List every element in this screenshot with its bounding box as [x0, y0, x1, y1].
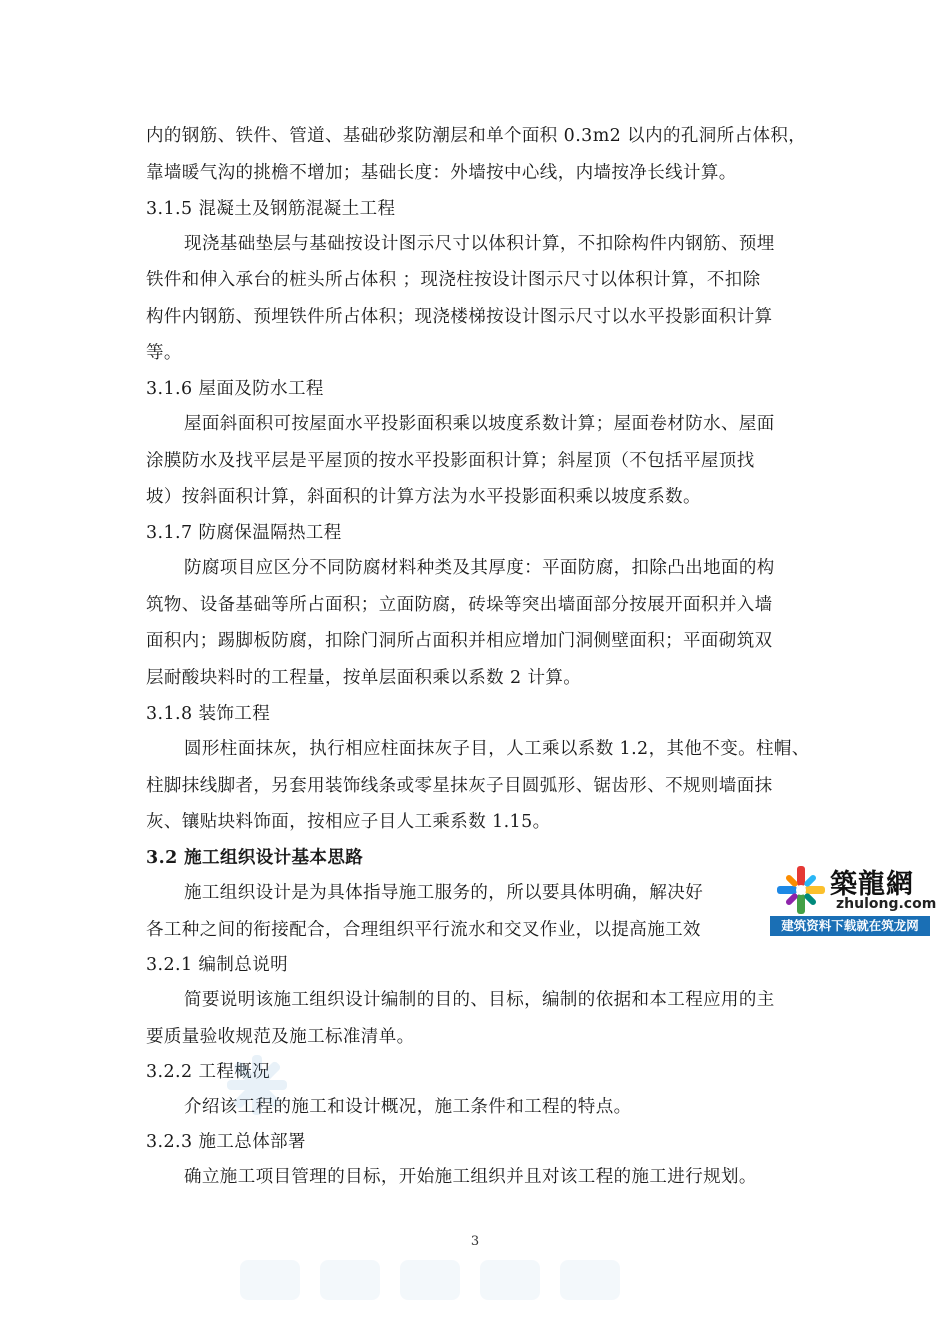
body-text-line: 等。	[146, 343, 182, 363]
body-text-line: 确立施工项目管理的目标，开始施工组织并且对该工程的施工进行规划。	[184, 1167, 757, 1187]
body-text-line: 圆形柱面抹灰，执行相应柱面抹灰子目，人工乘以系数 1.2，其他不变。柱帽、	[184, 739, 810, 759]
logo-slogan: 建筑资料下载就在筑龙网	[770, 916, 930, 936]
body-text-line: 坡）按斜面积计算，斜面积的计算方法为水平投影面积乘以坡度系数。	[146, 487, 701, 507]
section-heading: 3.1.7 防腐保温隔热工程	[146, 523, 342, 543]
section-heading: 3.1.5 混凝土及钢筋混凝土工程	[146, 199, 396, 219]
section-heading: 3.2.1 编制总说明	[146, 955, 288, 975]
body-text-line: 靠墙暖气沟的挑檐不增加；基础长度：外墙按中心线，内墙按净长线计算。	[146, 163, 737, 183]
body-text-line: 灰、镶贴块料饰面，按相应子目人工乘系数 1.15。	[146, 812, 551, 832]
body-text-line: 要质量验收规范及施工标准清单。	[146, 1027, 415, 1047]
body-text-line: 现浇基础垫层与基础按设计图示尺寸以体积计算，不扣除构件内钢筋、预埋	[184, 234, 775, 254]
body-text-line: 柱脚抹线脚者，另套用装饰线条或零星抹灰子目圆弧形、锯齿形、不规则墙面抹	[146, 776, 773, 796]
body-text-line: 涂膜防水及找平层是平屋顶的按水平投影面积计算；斜屋顶（不包括平屋顶找	[146, 451, 755, 471]
section-heading: 3.2.2 工程概况	[146, 1062, 271, 1082]
body-text-line: 介绍该工程的施工和设计概况，施工条件和工程的特点。	[184, 1097, 632, 1117]
body-text-line: 简要说明该施工组织设计编制的目的、目标，编制的依据和本工程应用的主	[184, 990, 775, 1010]
body-text-line: 内的钢筋、铁件、管道、基础砂浆防潮层和单个面积 0.3m2 以内的孔洞所占体积，	[146, 126, 807, 146]
body-text-line: 屋面斜面积可按屋面水平投影面积乘以坡度系数计算；屋面卷材防水、屋面	[184, 414, 775, 434]
watermark-text-icon	[230, 1250, 630, 1310]
body-text-line: 构件内钢筋、预埋铁件所占体积；现浇楼梯按设计图示尺寸以水平投影面积计算	[146, 307, 773, 327]
body-text-line: 各工种之间的衔接配合，合理组织平行流水和交叉作业，以提高施工效	[146, 920, 701, 940]
snowflake-logo-icon	[774, 864, 828, 916]
body-text-line: 防腐项目应区分不同防腐材料种类及其厚度：平面防腐，扣除凸出地面的构	[184, 558, 775, 578]
body-text-line: 层耐酸块料时的工程量，按单层面积乘以系数 2 计算。	[146, 668, 582, 688]
watermark-snowflake-icon	[222, 1050, 292, 1120]
logo-name-en: zhulong.com	[836, 896, 937, 912]
logo-name-cn: 築龍網	[830, 869, 914, 900]
chapter-heading: 3.2 施工组织设计基本思路	[146, 848, 364, 868]
zhulong-logo[interactable]	[770, 860, 937, 936]
section-heading: 3.1.8 装饰工程	[146, 704, 271, 724]
body-text-line: 铁件和伸入承台的桩头所占体积 ；现浇柱按设计图示尺寸以体积计算，不扣除	[146, 270, 761, 290]
body-text-line: 施工组织设计是为具体指导施工服务的，所以要具体明确，解决好	[184, 883, 704, 903]
body-text-line: 面积内；踢脚板防腐，扣除门洞所占面积并相应增加门洞侧壁面积；平面砌筑双	[146, 631, 773, 651]
section-heading: 3.2.3 施工总体部署	[146, 1132, 306, 1152]
body-text-line: 筑物、设备基础等所占面积；立面防腐，砖垛等突出墙面部分按展开面积并入墙	[146, 595, 773, 615]
section-heading: 3.1.6 屋面及防水工程	[146, 379, 324, 399]
page-number: 3	[470, 1234, 480, 1249]
